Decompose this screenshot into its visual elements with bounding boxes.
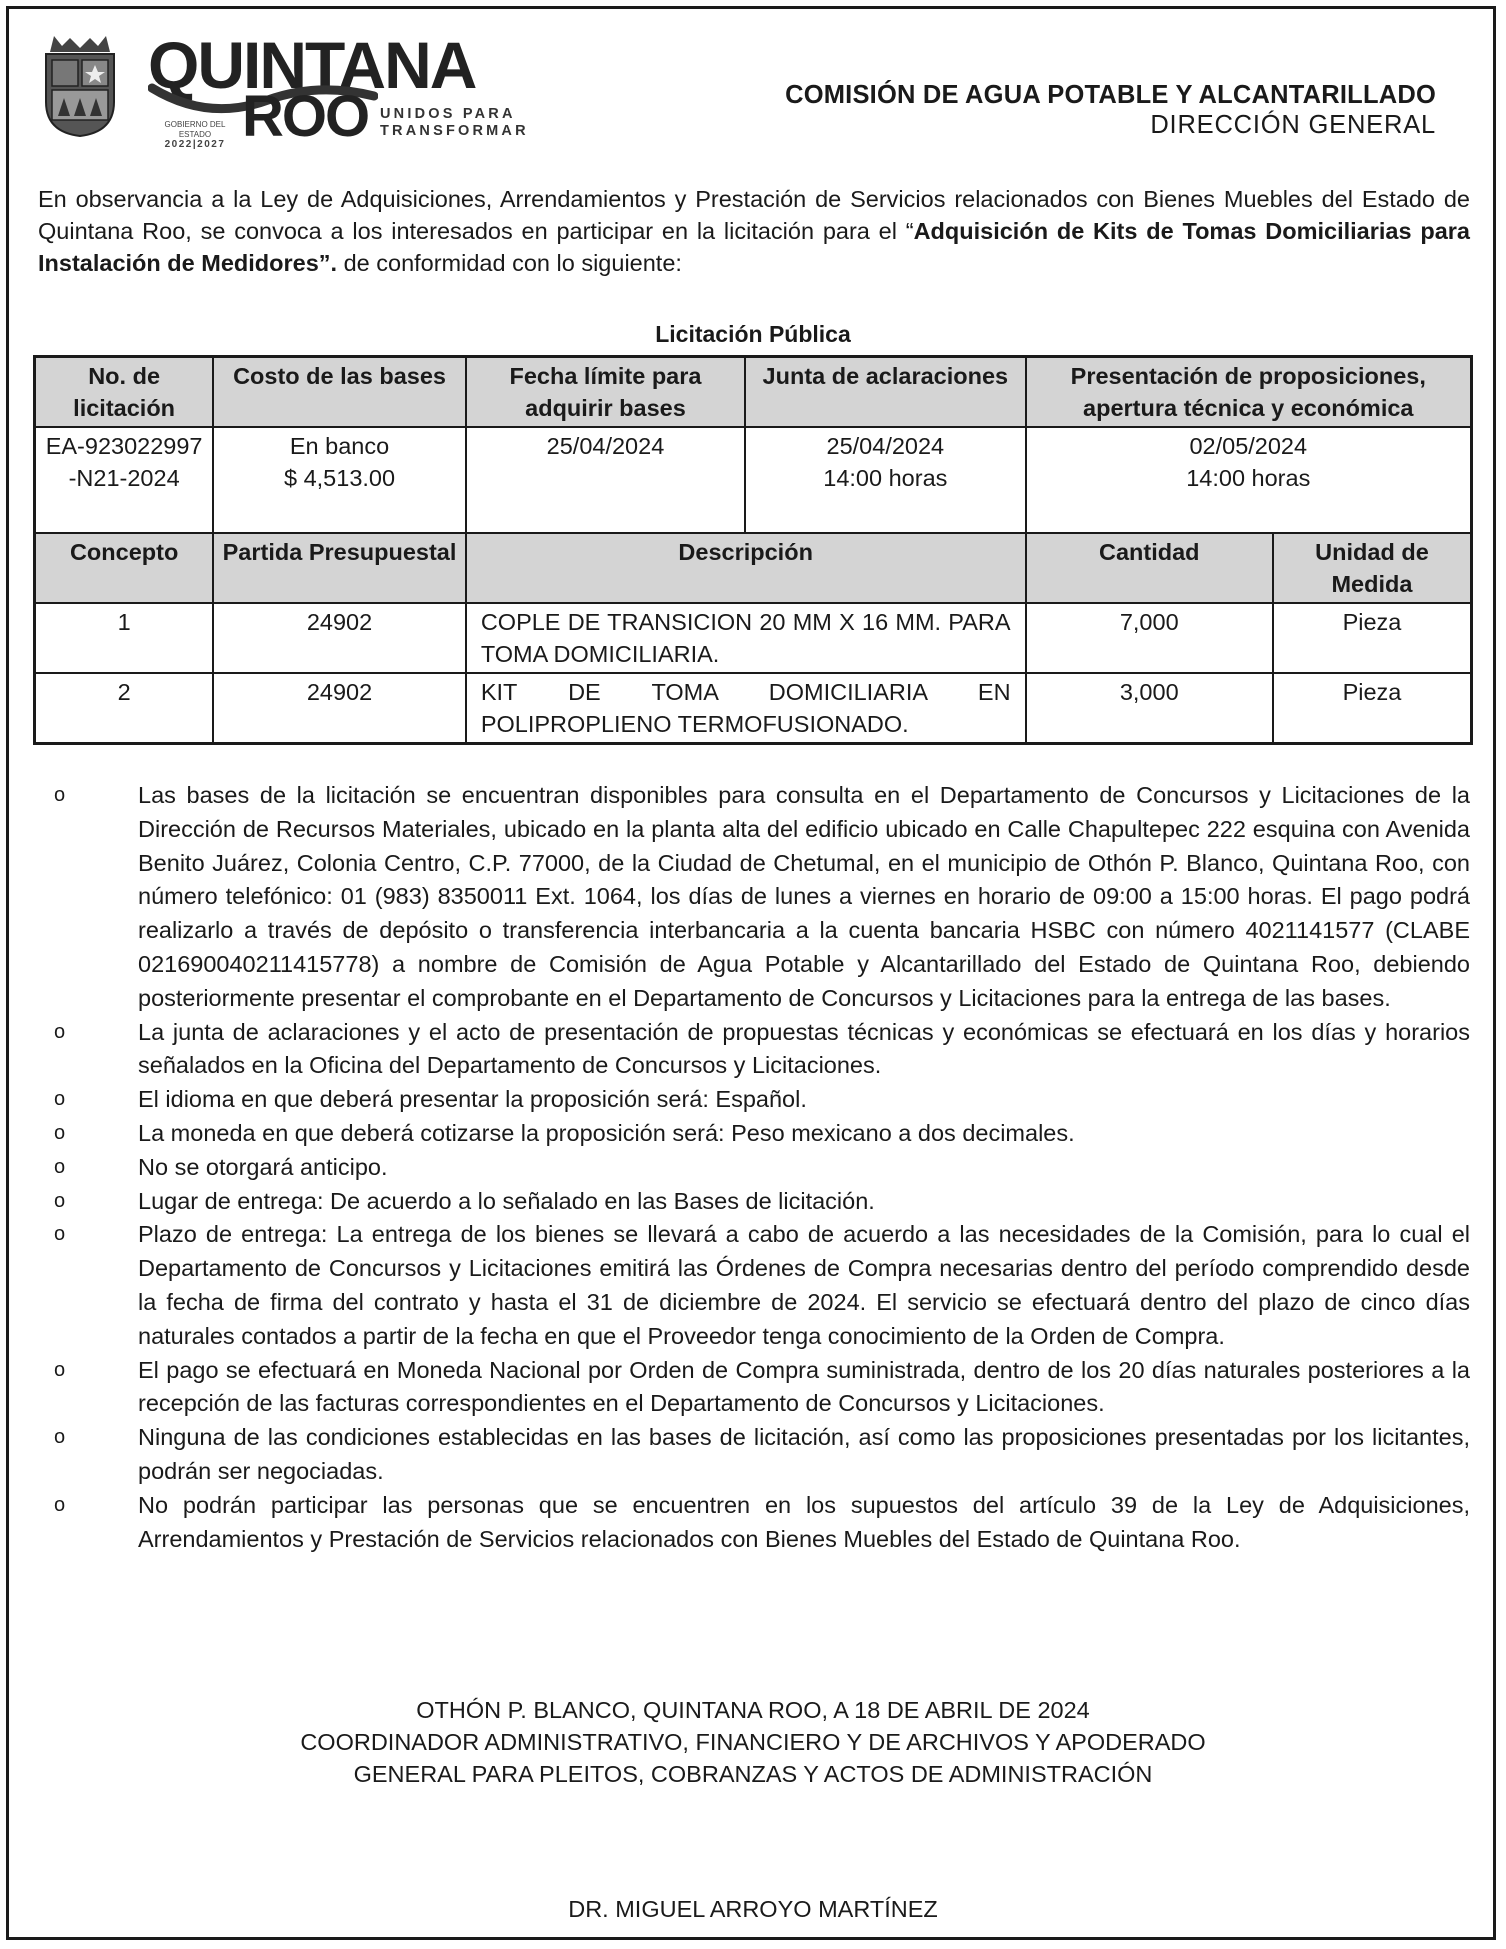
list-item xyxy=(38,1489,1470,1557)
brand-tagline-2: TRANSFORMAR xyxy=(380,123,529,139)
header-concepto: Concepto xyxy=(35,533,214,603)
condition-text: Ninguna de las condiciones establecidas en las bases de licitación, así como las proposiciones presentadas por los licitantes, podrán ser negociadas. xyxy=(138,1424,1470,1484)
brand-gov-years: 2022|2027 xyxy=(164,139,226,150)
condition-text: No podrán participar las personas que se encuentren en los supuestos del artículo 39 de la Ley de Adquisiciones, Arrendamientos y Prestación de Servicios relacionados con Bienes Muebles del Estado de Quintana Roo. xyxy=(138,1491,1470,1552)
footer-position-line2: GENERAL PARA PLEITOS, COBRANZAS Y ACTOS DE ADMINISTRACIÓN xyxy=(353,1761,1153,1787)
cell-cantidad: 7,000 xyxy=(1026,603,1273,673)
header-junta-aclaraciones: Junta de aclaraciones xyxy=(745,357,1025,428)
licitacion-table xyxy=(33,355,1473,745)
condition-text: Plazo de entrega: La entrega de los bienes se llevará a cabo de acuerdo a las necesidades de la Comisión, para lo cual el Departamento de Concursos y Licitaciones emitirá las Órdenes de Compra necesarias dentro del período comprendido desde la fecha de firma del contrato y hasta el 31 de diciembre de 2024. El servicio se efectuará dentro del plazo de cinco días naturales contados a partir de la fecha en que el Proveedor tenga conocimiento de la Orden de Compra. xyxy=(138,1221,1470,1349)
header-costo-bases: Costo de las bases xyxy=(213,357,466,428)
table-title: Licitación Pública xyxy=(655,321,851,347)
list-item xyxy=(38,1354,1470,1422)
list-item xyxy=(38,779,1470,1016)
condition-text: Las bases de la licitación se encuentran disponibles para consulta en el Departamento de Concursos y Licitaciones de la Dirección de Recursos Materiales, ubicado en la planta alta del edificio ubicado en Calle Chapultepec 222 esquina con Avenida Benito Juárez, Colonia Centro, C.P. 77000, de la Ciudad de Chetumal, en el municipio de Othón P. Blanco, Quintana Roo, con número telefónico: 01 (983) 8350011 Ext. 1064, los días de lunes a viernes en horario de 09:00 a 15:00 horas. El pago podrá realizarlo a través de depósito o transferencia interbancaria a la cuenta bancaria HSBC con número 4021141577 (CLABE 021690040211415778) a nombre de Comisión de Agua Potable y Alcantarillado del Estado de Quintana Roo, debiendo posteriormente presentar el comprobante en el Departamento de Concursos y Licitaciones para la entrega de las bases. xyxy=(138,782,1470,1011)
cell-concepto: 2 xyxy=(35,673,214,744)
brand-government-label xyxy=(160,120,230,150)
list-item xyxy=(38,1083,1470,1117)
brand-name-top: QUINTANA xyxy=(148,28,476,102)
cell-unidad: Pieza xyxy=(1273,673,1472,744)
condition-text: El pago se efectuará en Moneda Nacional por Orden de Compra suministrada, dentro de los 20 días naturales posteriores a la recepción de las facturas correspondientes en el Departamento de Concursos y Licitaciones. xyxy=(138,1356,1470,1417)
bullet-marker: o xyxy=(54,784,66,806)
table-row xyxy=(35,603,1472,673)
intro-paragraph xyxy=(38,183,1470,279)
header-descripcion: Descripción xyxy=(466,533,1026,603)
quintana-roo-logo xyxy=(40,28,529,150)
signer-name: DR. MIGUEL ARROYO MARTÍNEZ xyxy=(568,1896,938,1922)
brand-gov-label: GOBIERNO DEL ESTADO xyxy=(164,120,226,139)
cell-costo-line1: En banco xyxy=(289,433,390,459)
header-fecha-limite: Fecha límite para adquirir bases xyxy=(466,357,745,428)
header-presentacion: Presentación de proposiciones, apertura técnica y económica xyxy=(1026,357,1472,428)
cell-presentacion-fecha: 02/05/2024 xyxy=(1189,433,1308,459)
cell-junta xyxy=(745,427,1025,533)
cell-numero-licitacion: EA-923022997-N21-2024 xyxy=(35,427,214,533)
organization-heading xyxy=(785,80,1436,140)
brand-tagline-1: UNIDOS PARA xyxy=(380,106,516,122)
cell-fecha-limite: 25/04/2024 xyxy=(466,427,745,533)
bullet-marker: o xyxy=(54,1088,66,1111)
footer-position-line1: COORDINADOR ADMINISTRATIVO, FINANCIERO Y DE ARCHIVOS Y APODERADO xyxy=(300,1729,1206,1755)
cell-cantidad: 3,000 xyxy=(1026,673,1273,744)
list-item xyxy=(38,1117,1470,1151)
cell-partida: 24902 xyxy=(213,603,466,673)
table-row xyxy=(35,427,1472,533)
bullet-marker: o xyxy=(54,1020,66,1043)
bullet-marker: o xyxy=(54,1493,66,1516)
cell-descripcion: KIT DE TOMA DOMICILIARIA EN POLIPROPLIENO TERMOFUSIONADO. xyxy=(466,673,1026,744)
state-coat-of-arms-icon xyxy=(40,32,120,138)
bullet-marker: o xyxy=(54,1121,66,1144)
header-partida: Partida Presupuestal xyxy=(213,533,466,603)
brand-tagline xyxy=(380,106,529,140)
intro-bold-title: Adquisición de Kits de Tomas Domiciliarias para Instalación de Medidores”. xyxy=(38,218,1470,276)
bullet-marker: o xyxy=(54,1358,66,1381)
bullet-marker: o xyxy=(54,1223,66,1246)
header-cantidad: Cantidad xyxy=(1026,533,1273,603)
cell-unidad: Pieza xyxy=(1273,603,1472,673)
condition-text: No se otorgará anticipo. xyxy=(138,1153,388,1180)
intro-text-before: En observancia a la Ley de Adquisiciones, Arrendamientos y Prestación de Servicios relacionados con Bienes Muebles del Estado de Quintana Roo, se convoca a los interesados en participar en la licitación para el “ xyxy=(38,186,1470,244)
cell-presentacion xyxy=(1026,427,1472,533)
header-unidad: Unidad de Medida xyxy=(1273,533,1472,603)
org-title: COMISIÓN DE AGUA POTABLE Y ALCANTARILLADO xyxy=(785,81,1436,109)
cell-concepto: 1 xyxy=(35,603,214,673)
table-row xyxy=(35,673,1472,744)
brand-wordmark xyxy=(148,28,548,148)
condition-text: La junta de aclaraciones y el acto de presentación de propuestas técnicas y económicas se efectuará en los días y horarios señalados en la Oficina del Departamento de Concursos y Licitaciones. xyxy=(138,1018,1470,1079)
bullet-marker: o xyxy=(54,1155,66,1178)
list-item xyxy=(38,1016,1470,1084)
header-no-licitacion: No. de licitación xyxy=(35,357,214,428)
list-item xyxy=(38,1421,1470,1489)
cell-partida: 24902 xyxy=(213,673,466,744)
intro-text-after: de conformidad con lo siguiente: xyxy=(337,250,682,276)
bullet-marker: o xyxy=(54,1426,66,1449)
bullet-marker: o xyxy=(54,1189,66,1212)
org-subtitle: DIRECCIÓN GENERAL xyxy=(1150,111,1436,139)
cell-descripcion: COPLE DE TRANSICION 20 MM X 16 MM. PARA TOMA DOMICILIARIA. xyxy=(466,603,1026,673)
table-header-row xyxy=(35,357,1472,428)
cell-junta-fecha: 25/04/2024 xyxy=(826,433,945,459)
items-header-row xyxy=(35,533,1472,603)
cell-junta-hora: 14:00 horas xyxy=(823,465,948,491)
list-item xyxy=(38,1185,1470,1219)
conditions-list xyxy=(38,779,1470,1556)
condition-text: Lugar de entrega: De acuerdo a lo señalado en las Bases de licitación. xyxy=(138,1187,875,1214)
footer-place-date: OTHÓN P. BLANCO, QUINTANA ROO, A 18 DE ABRIL DE 2024 xyxy=(416,1697,1090,1723)
list-item xyxy=(38,1218,1470,1353)
cell-costo-line2: $ 4,513.00 xyxy=(283,465,396,491)
condition-text: El idioma en que deberá presentar la proposición será: Español. xyxy=(138,1086,807,1113)
brand-name-bottom: ROO xyxy=(242,84,369,149)
list-item xyxy=(38,1151,1470,1185)
cell-presentacion-hora: 14:00 horas xyxy=(1186,465,1311,491)
footer-block xyxy=(0,1694,1506,1790)
cell-costo xyxy=(213,427,466,533)
condition-text: La moneda en que deberá cotizarse la proposición será: Peso mexicano a dos decimales. xyxy=(138,1119,1075,1146)
